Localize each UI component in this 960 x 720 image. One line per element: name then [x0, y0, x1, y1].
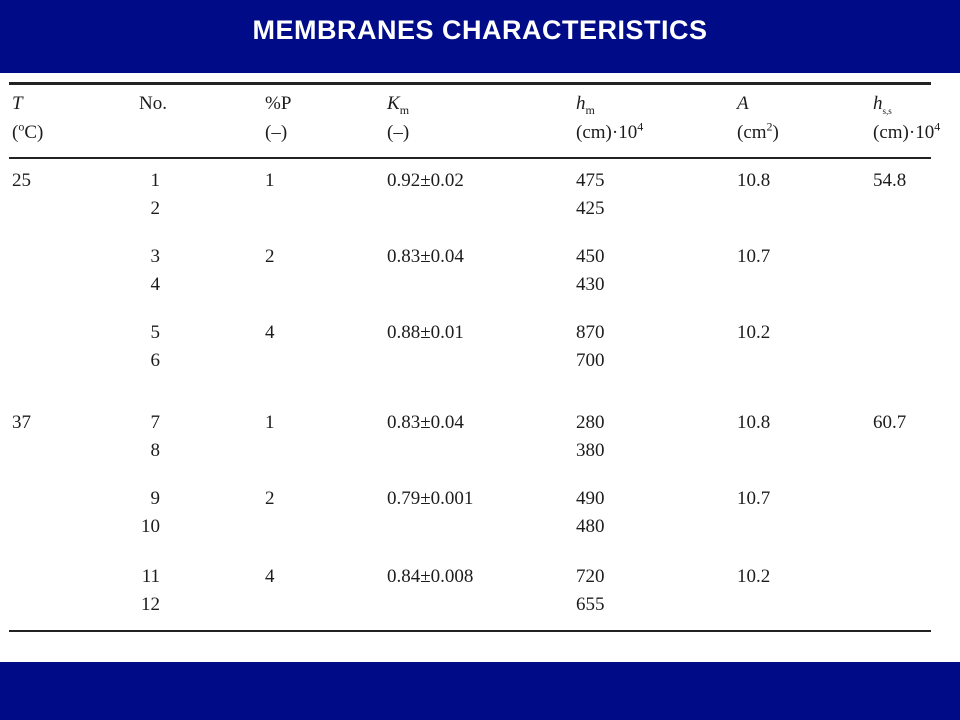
cell-hm: 450: [576, 246, 605, 267]
cell-a: 10.8: [737, 170, 771, 191]
col-unit-p: (–): [265, 122, 288, 143]
table-top-rule: [9, 82, 931, 85]
table-bottom-rule: [9, 630, 931, 632]
cell-p: 2: [265, 246, 275, 267]
cell-p: 1: [265, 170, 275, 191]
col-unit-hm: $(cm)\cdot 10^4$: [576, 119, 644, 143]
cell-a: 10.7: [737, 488, 771, 509]
col-unit-a: $(cm^2)$: [737, 119, 779, 143]
cell-no: 11: [141, 566, 160, 587]
cell-p: 4: [265, 566, 275, 587]
cell-a: 10.8: [737, 412, 771, 433]
cell-km: 0.83±0.04: [387, 412, 464, 433]
col-header-hsl: $h_{s,s}$: [873, 93, 892, 116]
cell-no: 1: [150, 170, 160, 191]
cell-hsl: 54.8: [873, 170, 907, 191]
cell-hm: 380: [576, 440, 605, 461]
cell-hm: 870: [576, 322, 605, 343]
cell-a: 10.2: [737, 322, 771, 343]
col-header-p: %P: [265, 93, 292, 114]
cell-hm: 425: [576, 198, 605, 219]
cell-no: 5: [150, 322, 160, 343]
cell-p: 1: [265, 412, 275, 433]
cell-km: 0.79±0.001: [387, 488, 474, 509]
cell-no: 8: [150, 440, 160, 461]
col-unit-km: (–): [387, 122, 410, 143]
col-header-no: No.: [139, 93, 167, 114]
cell-p: 2: [265, 488, 275, 509]
cell-hm: 430: [576, 274, 605, 295]
cell-hm: 280: [576, 412, 605, 433]
cell-hm: 720: [576, 566, 605, 587]
cell-no: 10: [141, 516, 160, 537]
col-header-a: A: [737, 93, 749, 114]
cell-p: 4: [265, 322, 275, 343]
col-header-t: T: [12, 93, 23, 114]
cell-km: 0.84±0.008: [387, 566, 474, 587]
cell-no: 2: [150, 198, 160, 219]
cell-no: 4: [150, 274, 160, 295]
cell-hm: 480: [576, 516, 605, 537]
cell-km: 0.92±0.02: [387, 170, 464, 191]
cell-t: 25: [12, 170, 31, 191]
col-unit-hsl: $(cm)\cdot 10^4$: [873, 119, 941, 143]
cell-hm: 655: [576, 594, 605, 615]
col-header-km: $K_m$: [387, 93, 410, 117]
cell-no: 6: [150, 350, 160, 371]
cell-km: 0.83±0.04: [387, 246, 464, 267]
cell-no: 7: [150, 412, 160, 433]
cell-hm: 475: [576, 170, 605, 191]
cell-no: 12: [141, 594, 160, 615]
footer-bar: [0, 662, 960, 720]
col-header-hm: $h_m$: [576, 93, 595, 117]
slide-title: MEMBRANES CHARACTERISTICS: [252, 15, 708, 45]
cell-hsl: 60.7: [873, 412, 907, 433]
cell-t: 37: [12, 412, 31, 433]
cell-no: 9: [150, 488, 160, 509]
cell-a: 10.2: [737, 566, 771, 587]
cell-hm: 700: [576, 350, 605, 371]
col-unit-t: ($^o$C): [12, 119, 44, 143]
cell-no: 3: [150, 246, 160, 267]
cell-hm: 490: [576, 488, 605, 509]
cell-a: 10.7: [737, 246, 771, 267]
cell-km: 0.88±0.01: [387, 322, 464, 343]
table-header-rule: [9, 157, 931, 159]
